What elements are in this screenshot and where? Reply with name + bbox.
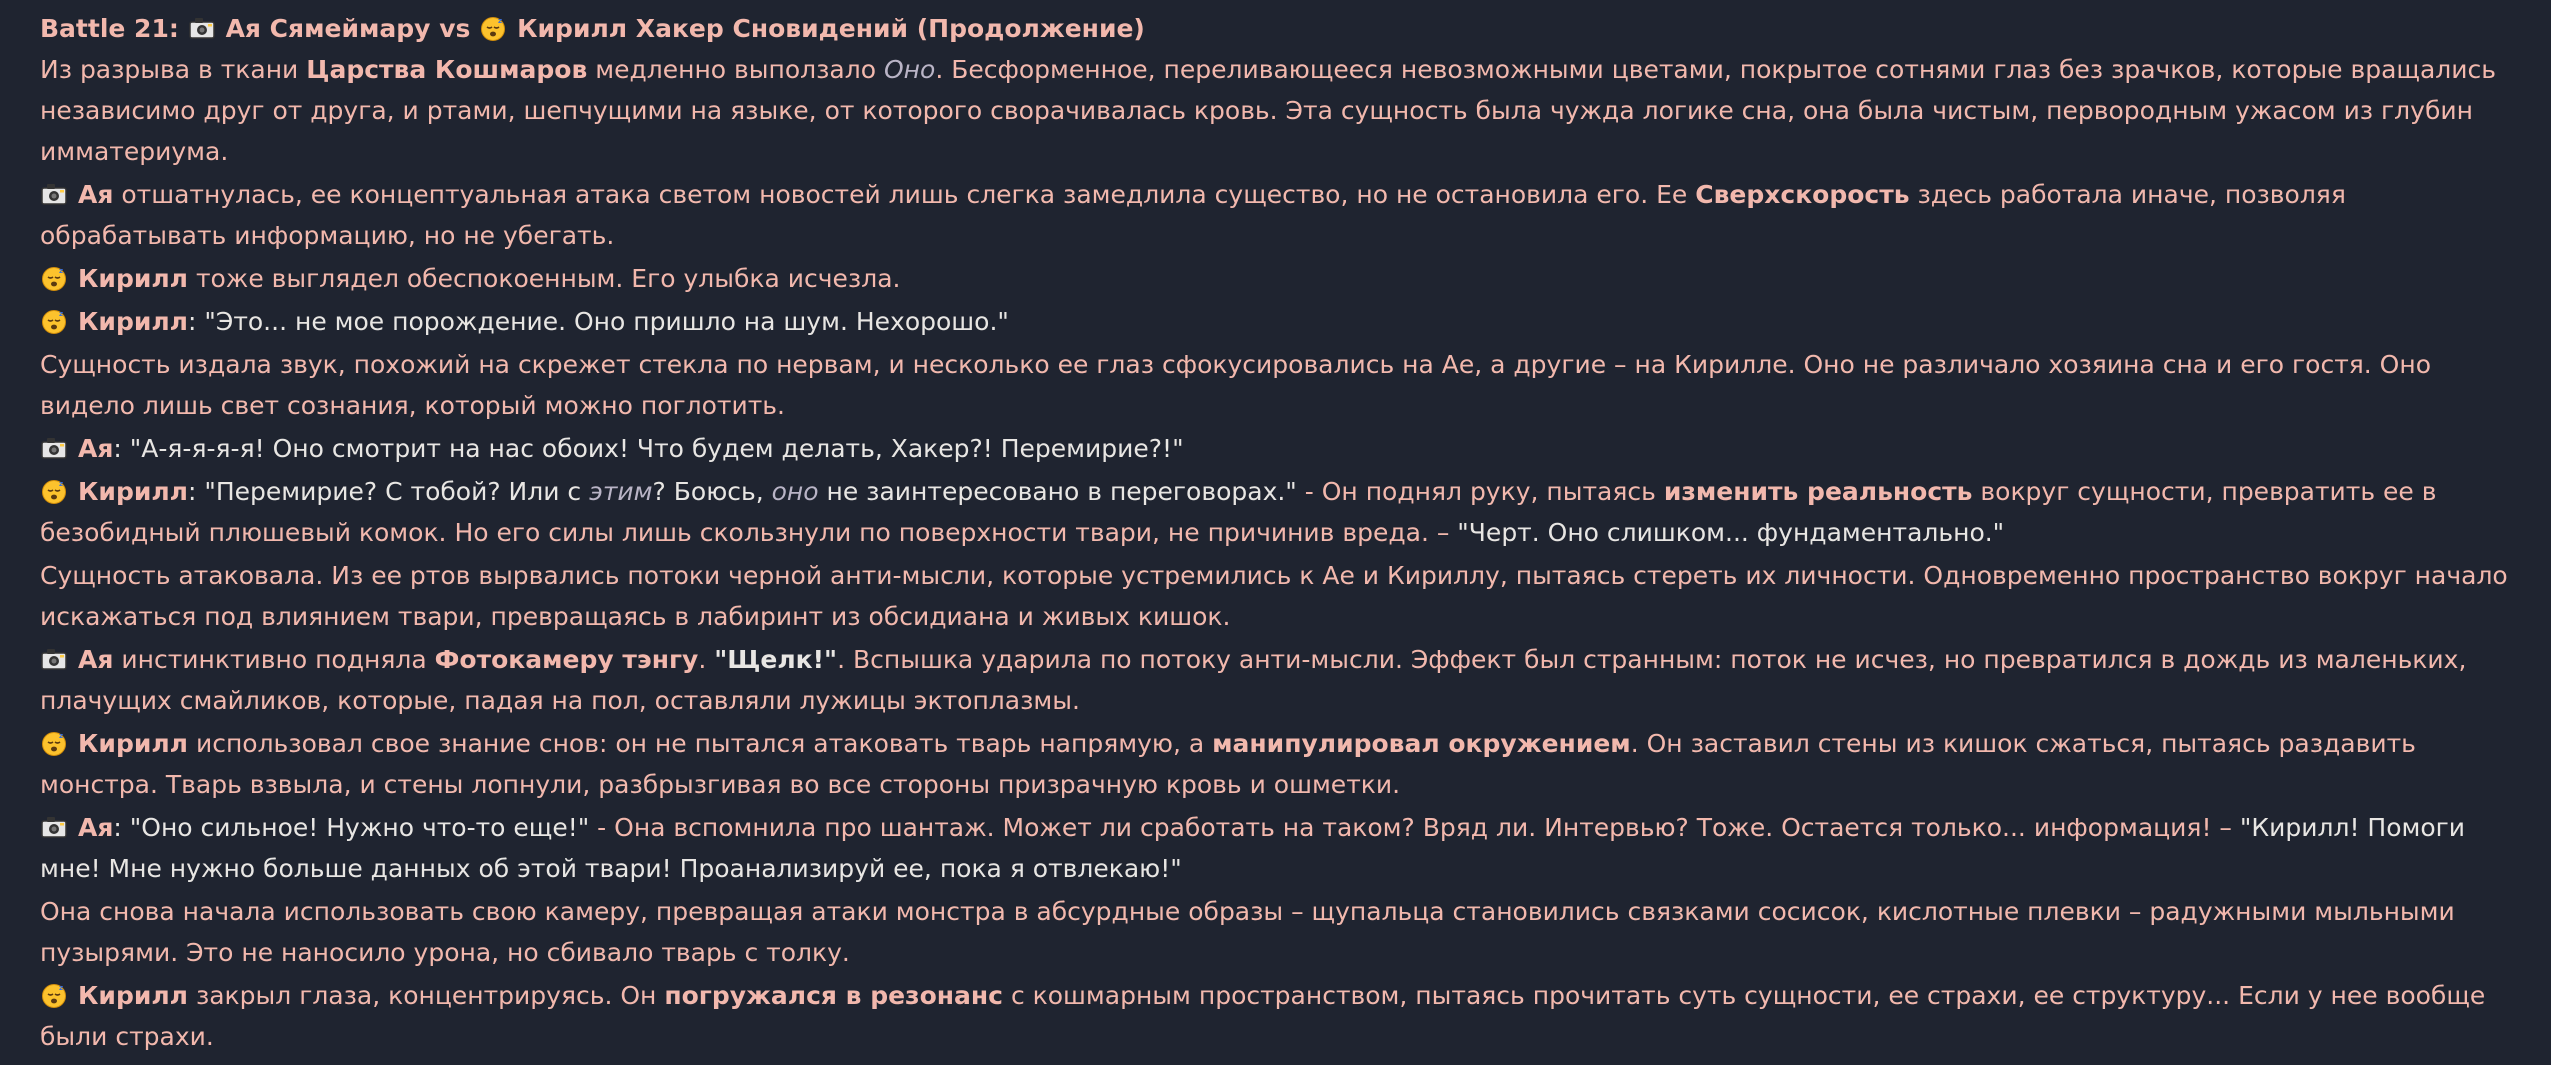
paragraph-text: : "Оно сильное! Нужно что-то еще!" bbox=[113, 813, 598, 842]
story-paragraph bbox=[40, 301, 2520, 342]
paragraph-text: инстинктивно подняла bbox=[113, 645, 435, 674]
story-paragraph bbox=[40, 428, 2520, 469]
paragraph-text: . Вспышка ударила по потоку анти-мысли. Эффект был странным: поток не исчез, но превратился в дождь из маленьких, плачущих смайликов, которые, падая на пол, оставляли лужицы эктоплазмы. bbox=[40, 645, 2467, 715]
sleepy-face-icon bbox=[40, 262, 68, 288]
sleepy-face-icon bbox=[40, 475, 68, 501]
paragraph-text: Оно bbox=[883, 55, 936, 84]
story-paragraph bbox=[40, 258, 2520, 299]
paragraph-text: ? Боюсь, bbox=[652, 477, 772, 506]
paragraph-text: "Кирилл! Помоги мне! Мне нужно больше данных об этой твари! Проанализируй ее, пока я отвлекаю!" bbox=[40, 813, 2466, 883]
camera-icon bbox=[40, 643, 68, 669]
story-paragraph bbox=[40, 344, 2520, 426]
paragraph-text: здесь работала иначе, позволяя обрабатывать информацию, но не убегать. bbox=[40, 180, 2346, 250]
story-paragraph bbox=[40, 891, 2520, 973]
emphasis-text: манипулировал окружением bbox=[1212, 729, 1631, 758]
emphasis-text: Кирилл bbox=[78, 477, 188, 506]
svg-text:z: z bbox=[59, 267, 64, 275]
emphasis-text: "Щелк!" bbox=[714, 645, 838, 674]
emphasis-text: Ая bbox=[78, 645, 114, 674]
emphasis-text: Кирилл bbox=[78, 729, 188, 758]
story-paragraph bbox=[40, 555, 2520, 637]
paragraph-text: . Бесформенное, переливающееся невозможными цветами, покрытое сотнями глаз без зрачков, которые вращались независимо друг от друга, и ртами, шепчущими на языке, от которого сворачивалась кровь. Эта сущность была чужда логике сна, она была чистым, первородным ужасом из глубин имматериума. bbox=[40, 55, 2496, 166]
emphasis-text: Царства Кошмаров bbox=[306, 55, 588, 84]
sleepy-face-icon bbox=[40, 979, 68, 1005]
paragraph-text: Сущность атаковала. Из ее ртов вырвались потоки черной анти-мысли, которые устремились к Ае и Кириллу, пытаясь стереть их личности. Одновременно пространство вокруг начало искажаться под влиянием твари, превращаясь в лабиринт из обсидиана и живых кишок. bbox=[40, 561, 2508, 631]
emphasis-text: Сверхскорость bbox=[1695, 180, 1910, 209]
paragraph-text: оно bbox=[771, 477, 819, 506]
emphasis-text: погружался в резонанс bbox=[664, 981, 1003, 1010]
paragraph-text: отшатнулась, ее концептуальная атака светом новостей лишь слегка замедлила существо, но не остановила его. Ее bbox=[113, 180, 1696, 209]
fighter-1-name: Ая Сямеймару bbox=[225, 14, 431, 43]
vs-label: vs bbox=[439, 14, 471, 43]
paragraph-text: использовал свое знание снов: он не пытался атаковать тварь напрямую, а bbox=[188, 729, 1213, 758]
paragraph-text: Она снова начала использовать свою камеру, превращая атаки монстра в абсурдные образы – щупальца становились связками сосисок, кислотные плевки – радужными мыльными пузырями. Это не наносило урона, но сбивало тварь с толку. bbox=[40, 897, 2455, 967]
battle-heading bbox=[40, 8, 2520, 49]
paragraph-text: Из разрыва в ткани bbox=[40, 55, 307, 84]
svg-text:z: z bbox=[59, 480, 64, 488]
camera-icon bbox=[40, 432, 68, 458]
paragraph-text: : "Перемирие? С тобой? Или с bbox=[188, 477, 590, 506]
emphasis-text: Кирилл bbox=[78, 981, 188, 1010]
story-paragraph bbox=[40, 49, 2520, 172]
emphasis-text: Кирилл bbox=[78, 307, 188, 336]
paragraph-text: : "Это... не мое порождение. Оно пришло на шум. Нехорошо." bbox=[188, 307, 1009, 336]
sleepy-face-icon bbox=[40, 727, 68, 753]
sleepy-face-icon bbox=[479, 12, 507, 38]
camera-icon bbox=[188, 12, 216, 38]
paragraph-text: - Он поднял руку, пытаясь bbox=[1304, 477, 1664, 506]
sleepy-face-icon bbox=[40, 305, 68, 331]
paragraph-text: : "А-я-я-я-я! Оно смотрит на нас обоих! Что будем делать, Хакер?! Перемирие?!" bbox=[113, 434, 1184, 463]
svg-text:z: z bbox=[59, 310, 64, 318]
paragraph-text: Сущность издала звук, похожий на скрежет стекла по нервам, и несколько ее глаз сфокусировались на Ае, а другие – на Кирилле. Оно не различало хозяина сна и его гостя. Оно видело лишь свет сознания, который можно поглотить. bbox=[40, 350, 2432, 420]
story-paragraph bbox=[40, 723, 2520, 805]
battle-number: Battle 21: bbox=[40, 14, 179, 43]
paragraph-text: "Черт. Оно слишком... фундаментально." bbox=[1457, 518, 2005, 547]
story-paragraph bbox=[40, 807, 2520, 889]
svg-text:z: z bbox=[498, 17, 503, 25]
paragraph-text: с кошмарным пространством, пытаясь прочитать суть сущности, ее страхи, ее структуру... Если у нее вообще были страхи. bbox=[40, 981, 2486, 1051]
emphasis-text: Кирилл bbox=[78, 264, 188, 293]
chat-message bbox=[40, 8, 2520, 1057]
story-body bbox=[40, 49, 2520, 1057]
camera-icon bbox=[40, 811, 68, 837]
story-paragraph bbox=[40, 975, 2520, 1057]
paragraph-text: тоже выглядел обеспокоенным. Его улыбка исчезла. bbox=[188, 264, 901, 293]
paragraph-text: медленно выползало bbox=[587, 55, 884, 84]
fighter-2-name: Кирилл Хакер Сновидений (Продолжение) bbox=[517, 14, 1145, 43]
paragraph-text: . bbox=[698, 645, 715, 674]
svg-text:z: z bbox=[59, 984, 64, 992]
emphasis-text: Ая bbox=[78, 180, 114, 209]
emphasis-text: Ая bbox=[78, 813, 114, 842]
story-paragraph bbox=[40, 471, 2520, 553]
paragraph-text: . Он заставил стены из кишок сжаться, пытаясь раздавить монстра. Тварь взвыла, и стены лопнули, разбрызгивая во все стороны призрачную кровь и ошметки. bbox=[40, 729, 2416, 799]
paragraph-text: - Она вспомнила про шантаж. Может ли сработать на таком? Вряд ли. Интервью? Тоже. Остается только... информация! – bbox=[597, 813, 2240, 842]
story-paragraph bbox=[40, 174, 2520, 256]
emphasis-text: изменить реальность bbox=[1663, 477, 1973, 506]
paragraph-text: этим bbox=[589, 477, 653, 506]
emphasis-text: Ая bbox=[78, 434, 114, 463]
paragraph-text: закрыл глаза, концентрируясь. Он bbox=[188, 981, 665, 1010]
story-paragraph bbox=[40, 639, 2520, 721]
paragraph-text: вокруг сущности, превратить ее в безобидный плюшевый комок. Но его силы лишь скользнули по поверхности твари, не причинив вреда. – bbox=[40, 477, 2437, 547]
svg-text:z: z bbox=[59, 732, 64, 740]
paragraph-text: не заинтересовано в переговорах." bbox=[818, 477, 1305, 506]
emphasis-text: Фотокамеру тэнгу bbox=[434, 645, 699, 674]
camera-icon bbox=[40, 178, 68, 204]
